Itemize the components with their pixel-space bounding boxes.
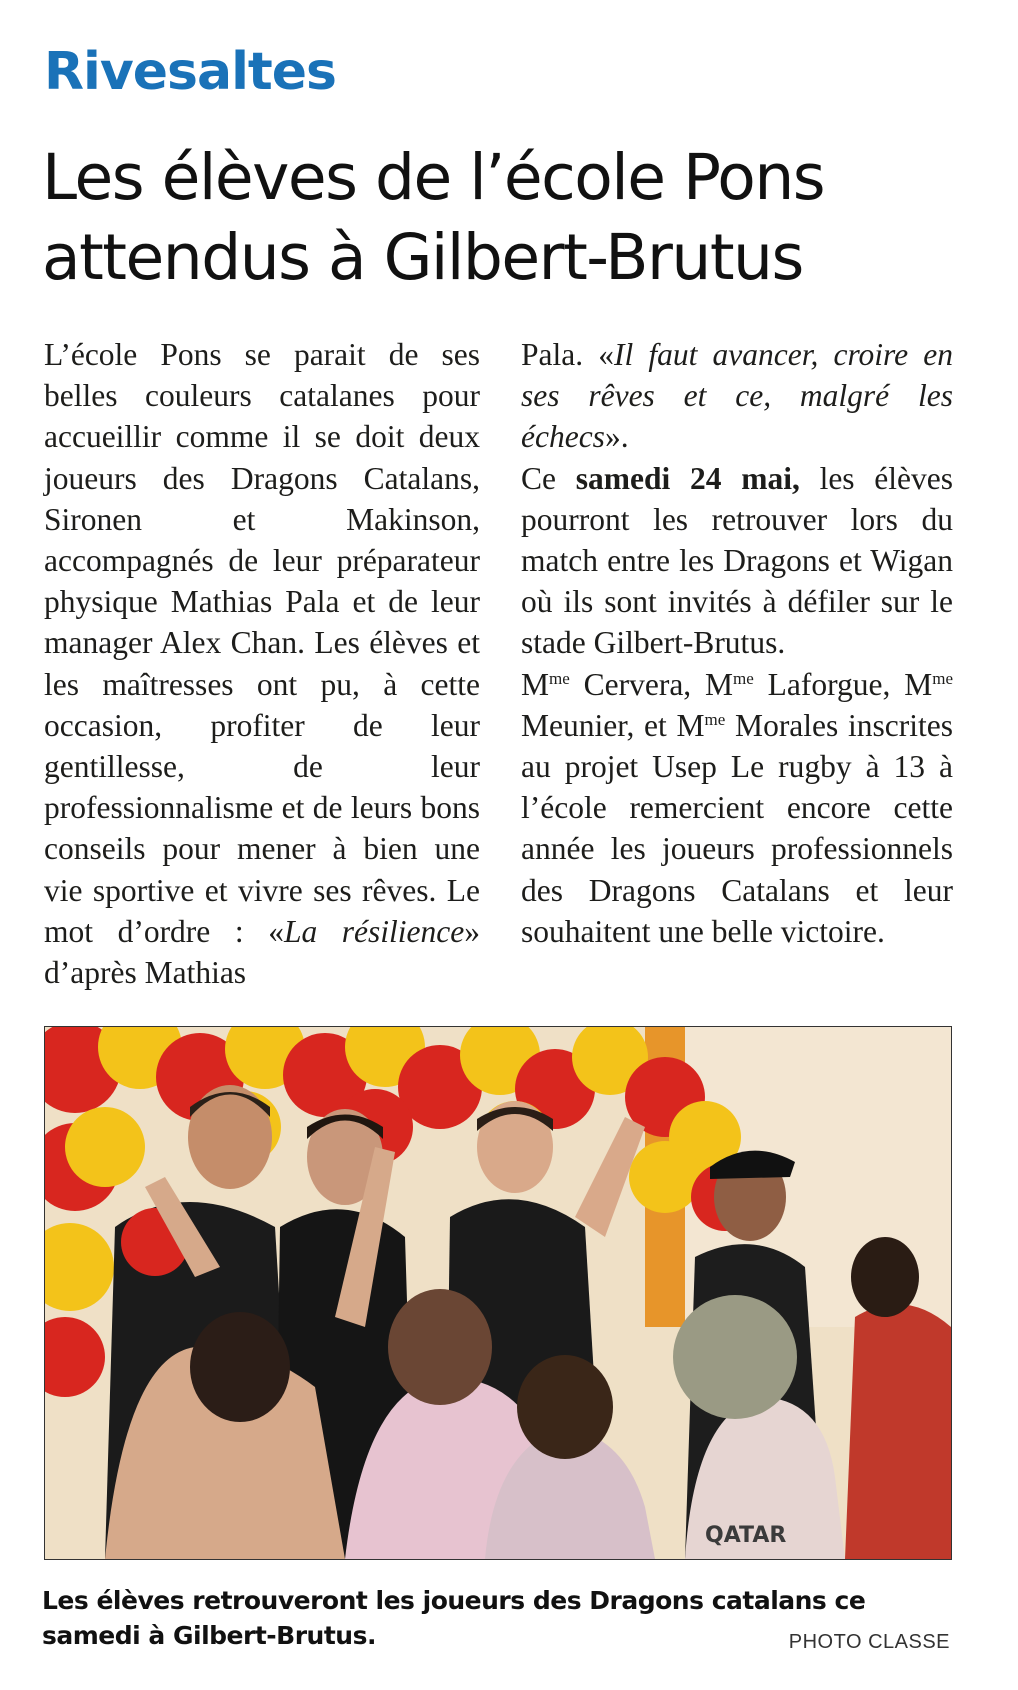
article-column-left: [44, 334, 480, 993]
jersey-text: QATAR: [705, 1523, 787, 1548]
mme-4: $M^{me}$ Morales: [676, 707, 839, 743]
paragraph-3-text: inscrites au projet Usep Le rugby à 13 à l’école remercient encore cette année les joueurs professionnels des Dragons Catalans et leur souhaitent une belle victoire.: [521, 707, 953, 949]
quote-avancer: Il faut avancer, croire en ses rêves et ce, malgré les échecs: [521, 337, 953, 455]
paragraph-2: [521, 458, 953, 952]
photo-illustration: [45, 1027, 951, 1559]
mme-1: $M^{me}$ Cervera,: [521, 666, 706, 702]
headline-line-1: Les élèves de l’école Pons: [42, 141, 825, 214]
paragraph-1-text: L’école Pons se parait de ses belles couleurs catalanes pour accueillir comme il se doit deux joueurs des Dragons Catalans, Sironen et Makinson, accompagnés de leur préparateur physique Mathias Pala et de leur manager Alex Chan. Les élèves et les maîtresses ont pu, à cette occasion, profiter de leur gentillesse, de leur professionnalisme et de leurs bons conseils pour mener à bien une vie sportive et vivre ses rêves. Le mot d’ordre : «: [44, 337, 480, 949]
paragraph-1-cont-close: ».: [604, 419, 629, 455]
photo-credit: PHOTO CLASSE: [788, 1631, 950, 1653]
headline-line-2: attendus à Gilbert-Brutus: [42, 221, 803, 294]
caption-line-1: Les élèves retrouveront les joueurs des Dragons catalans ce: [42, 1586, 866, 1615]
section-kicker: Rivesaltes: [44, 42, 336, 102]
paragraph-1-tail: » d’après Mathias: [44, 913, 480, 991]
paragraph-1-cont-lead: Pala. «: [521, 337, 614, 372]
article-photo: [44, 1026, 952, 1560]
quote-resilience: La résilience: [283, 913, 465, 949]
article-column-right: [521, 334, 953, 952]
paragraph-1-continued: [521, 334, 953, 458]
paragraph-2-lead: Ce: [521, 460, 576, 496]
headline: [42, 138, 982, 298]
caption-line-2: samedi à Gilbert-Brutus.: [42, 1621, 376, 1650]
paragraph-1: [44, 334, 480, 993]
paragraph-2-text: les élèves pourront les retrouver lors du match entre les Dragons et Wigan où ils sont invités à défiler sur le stade Gilbert-Brutus.: [521, 460, 953, 661]
mme-3: $M^{me}$ Meunier, et: [521, 666, 953, 743]
match-date: samedi 24 mai,: [575, 460, 800, 496]
mme-2: $M^{me}$ Laforgue,: [705, 666, 905, 702]
